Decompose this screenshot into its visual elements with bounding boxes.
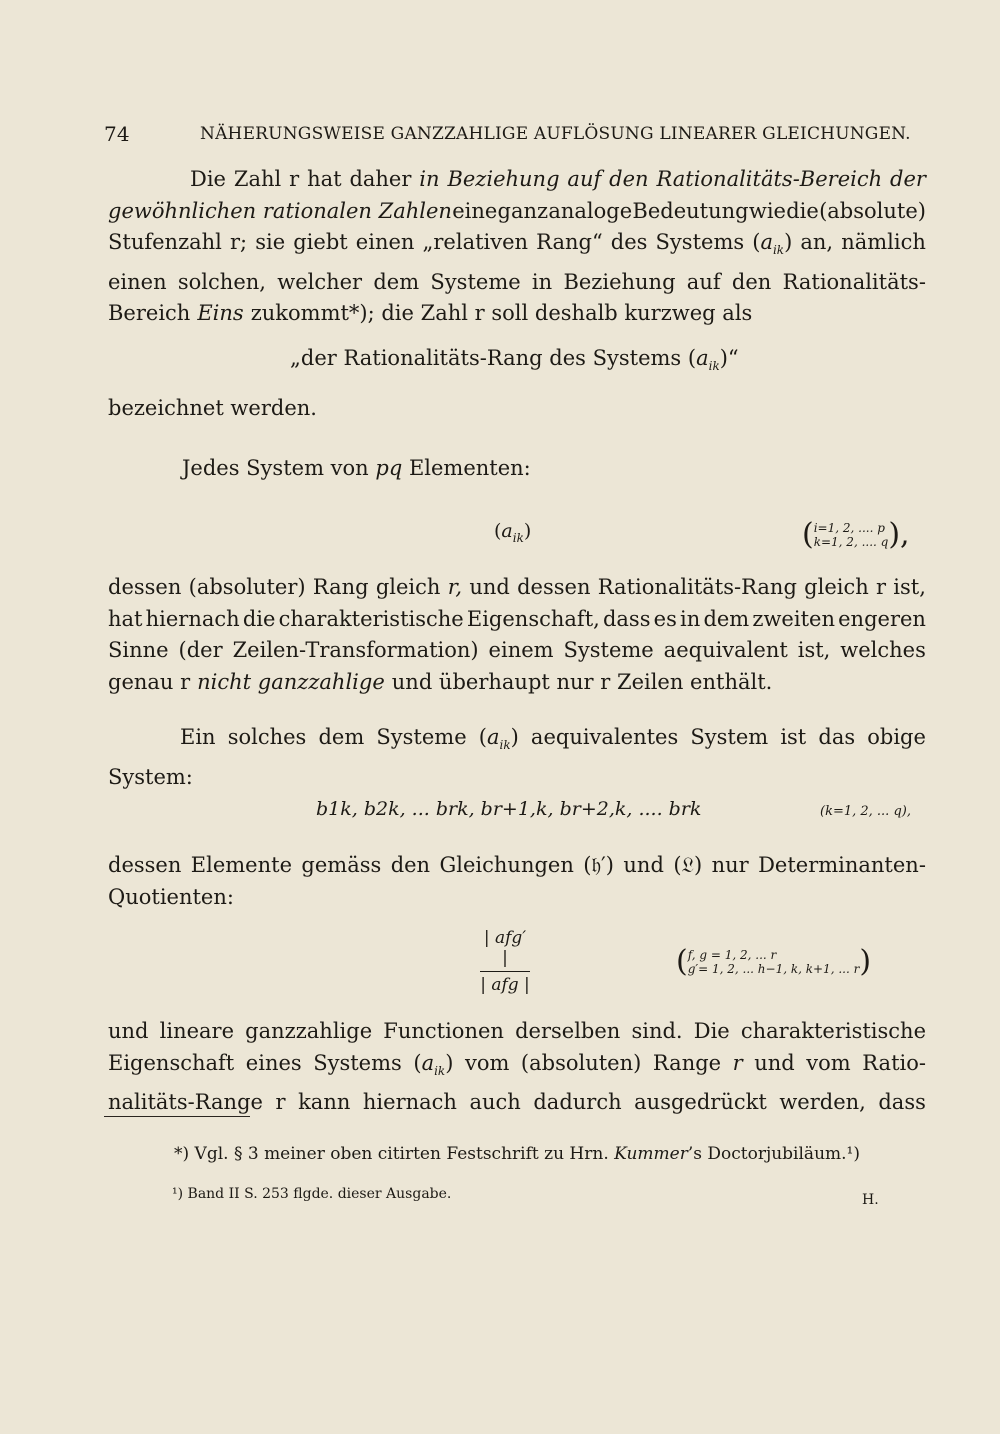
text-line: dessen (absoluter) Rang gleich r, und dessen Rationalitäts-Rang gleich r ist, [108, 575, 926, 599]
text-line: Sinne (der Zeilen-Transformation) einem Systeme aequivalent ist, welches [108, 638, 926, 662]
matrix-symbol: (aik) [752, 230, 793, 257]
text-line: gewöhnlichen rationalen Zahlen eine ganz analoge Bedeutung wie die (absolute) [108, 198, 926, 223]
text-line: Bereich Eins zukommt*); die Zahl r soll deshalb kurzweg als [108, 301, 753, 325]
text-line: System: [108, 764, 193, 789]
determinant-quotient: | afg′ | | afg | [480, 928, 530, 995]
footnote-signature: H. [862, 1192, 879, 1208]
footnote-rule [104, 1116, 250, 1117]
jedes-system-line: Jedes System von pq Elementen: [182, 456, 531, 480]
text-line: und lineare ganzzahlige Functionen derselben sind. Die charakteristische [108, 1019, 926, 1043]
matrix-display: $(a_{ik})$ [494, 520, 532, 545]
system-index-range: (k=1, 2, ... q), [820, 804, 911, 819]
text-line: Stufenzahl r; sie giebt einen „relativen Rang“ des Systems (aik) an, nämlich [108, 227, 926, 267]
running-title: NÄHERUNGSWEISE GANZZAHLIGE AUFLÖSUNG LINEARER GLEICHUNGEN. [200, 124, 911, 144]
paragraph-linear-functions [108, 1016, 926, 1119]
footnote-1: *) Vgl. § 3 meiner oben citirten Festschrift zu Hrn. Kummer’s Doctorjubiläum.¹) [174, 1144, 860, 1164]
matrix-index-range: ( i=1, 2, .... p k=1, 2, .... q ), [802, 517, 910, 552]
footnote-2: ¹) Band II S. 253 flgde. dieser Ausgabe. [172, 1186, 452, 1202]
paragraph-elements [108, 850, 926, 913]
paragraph-characteristic-property [108, 572, 926, 698]
text-line: nalitäts-Range r kann hiernach auch dadurch ausgedrückt werden, dass [108, 1090, 926, 1114]
matrix-symbol: (aik) [413, 1050, 454, 1078]
matrix-symbol: $(a_{ik})$ [687, 346, 728, 373]
text-line: genau r nicht ganzzahlige und überhaupt nur r Zeilen enthält. [108, 669, 773, 694]
bezeichnet-line: bezeichnet werden. [108, 396, 317, 420]
text-line: dessen Elemente gemäss den Gleichungen (𝔥′) und (𝔏) nur Determinanten- [108, 853, 926, 877]
page-number: 74 [104, 122, 130, 146]
text-line: einen solchen, welcher dem Systeme in Beziehung auf den Rationalitäts- [108, 269, 926, 294]
rank-quote: „der Rationalitäts-Rang des Systems $(a_{ik})“$ [290, 346, 739, 373]
text-line: hat hiernach die charakteristische Eigenschaft, dass es in dem zweiten engeren [108, 606, 926, 631]
paragraph-equivalent-system [108, 722, 926, 793]
text-line: Ein solches dem Systeme (aik) aequivalentes System ist das obige [108, 722, 926, 762]
paragraph-rank-definition [108, 164, 926, 330]
system-elements: b1k, b2k, ... brk, br+1,k, br+2,k, .... brk [316, 798, 702, 820]
fraction-index-range: ( f, g = 1, 2, ... r g′= 1, 2, ... h−1, k, k+1, ... r ) [676, 944, 872, 979]
text-line: Die Zahl r hat daher in Beziehung auf den Rationalitäts-Bereich der [190, 167, 926, 191]
text-line: Quotienten: [108, 884, 234, 909]
matrix-symbol: (aik) [478, 725, 519, 752]
text-line: Eigenschaft eines Systems (aik) vom (absoluten) Range r und vom Ratio- [108, 1048, 926, 1088]
